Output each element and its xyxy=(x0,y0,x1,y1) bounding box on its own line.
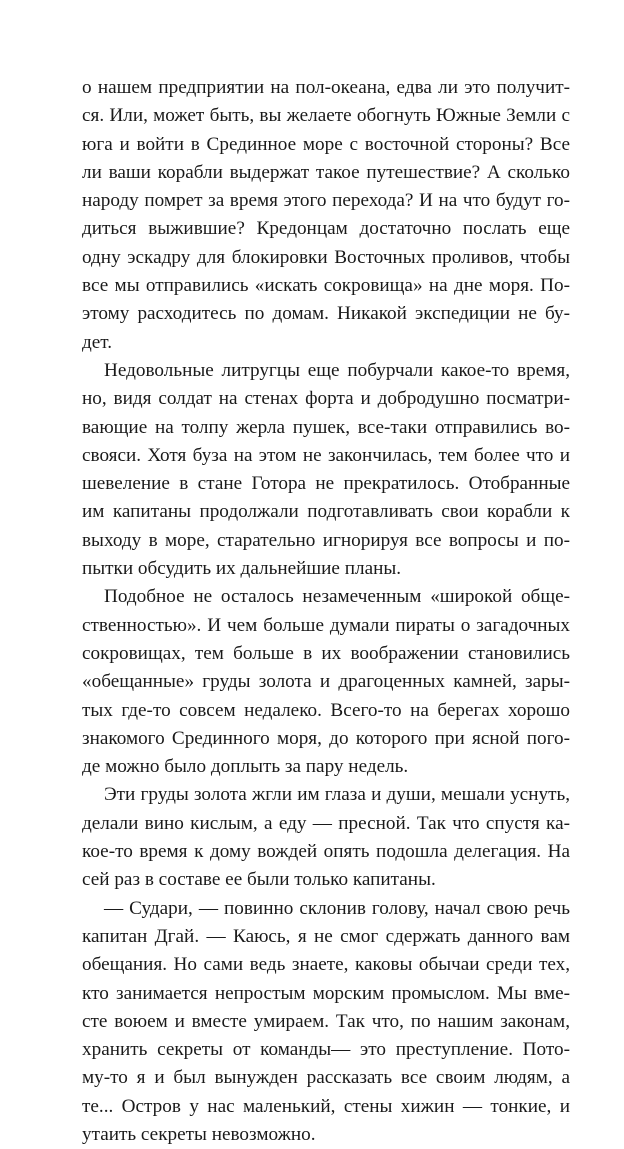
paragraph xyxy=(82,357,570,583)
text-line: Эти груды золота жгли им глаза и души, мешали уснуть, xyxy=(104,784,570,806)
text-line: делали вино кислым, а еду — пресной. Так что спустя ка- xyxy=(82,812,570,834)
text-line: кто занимается непростым морским промыслом. Мы вме- xyxy=(82,982,570,1004)
text-line: капитан Дгай. — Каюсь, я не смог сдержать данного вам xyxy=(82,925,570,947)
text-line: этому расходитесь по домам. Никакой экспедиции не бу- xyxy=(82,303,570,325)
text-line: сокровищах, тем больше в их воображении становились xyxy=(82,642,570,664)
paragraph xyxy=(82,74,570,357)
paragraph xyxy=(82,781,570,894)
text-line: де можно было доплыть за пару недель. xyxy=(82,756,409,778)
text-line: обещания. Но сами ведь знаете, каковы обычаи среди тех, xyxy=(82,954,570,976)
text-line: тых где-то совсем недалеко. Всего-то на берегах хорошо xyxy=(82,699,570,721)
text-line: ли ваши корабли выдержат такое путешествие? А сколько xyxy=(82,161,570,183)
text-line: кое-то время к дому вождей опять подошла делегация. На xyxy=(82,841,570,863)
text-line: сей раз в составе ее были только капитаны. xyxy=(82,869,436,891)
text-line: пытки обсудить их дальнейшие планы. xyxy=(82,558,402,580)
text-line: «обещанные» груды золота и драгоценных камней, зары- xyxy=(82,671,570,693)
text-line: утаить секреты невозможно. xyxy=(82,1123,316,1145)
text-line: те... Остров у нас маленький, стены хижин — тонкие, и xyxy=(82,1095,570,1117)
text-line: свояси. Хотя буза на этом не закончилась, тем более что и xyxy=(82,444,570,466)
text-line: ственностью». И чем больше думали пираты о загадочных xyxy=(82,614,570,636)
text-line: все мы отправились «искать сокровища» на дне моря. По- xyxy=(82,275,570,297)
paragraph xyxy=(82,583,570,781)
text-line: выходу в море, старательно игнорируя все вопросы и по- xyxy=(82,529,570,551)
text-line: Подобное не осталось незамеченным «широкой обще- xyxy=(104,586,570,608)
text-line: о нашем предприятии на пол-океана, едва ли это получит- xyxy=(82,77,570,98)
book-page xyxy=(82,74,570,1149)
text-line: знакомого Срединного моря, до которого при ясной пого- xyxy=(82,727,570,749)
text-line: хранить секреты от команды— это преступление. Пото- xyxy=(82,1039,570,1061)
text-line: но, видя солдат на стенах форта и добродушно посматри- xyxy=(82,388,570,410)
text-line: диться выжившие? Кредонцам достаточно послать еще xyxy=(82,218,570,240)
text-line: юга и войти в Срединное море с восточной стороны? Все xyxy=(82,133,570,155)
text-line: народу помрет за время этого перехода? И на что будут го- xyxy=(82,190,570,212)
text-line: вающие на толпу жерла пушек, все-таки отправились во- xyxy=(82,416,570,438)
text-line: одну эскадру для блокировки Восточных проливов, чтобы xyxy=(82,246,570,268)
text-line: Недовольные литругцы еще побурчали какое-то время, xyxy=(104,359,570,381)
text-line: му-то я и был вынужден рассказать все своим людям, а xyxy=(82,1067,570,1089)
text-line: дет. xyxy=(82,331,113,353)
text-line: ся. Или, может быть, вы желаете обогнуть Южные Земли с xyxy=(82,105,570,127)
text-line: сте воюем и вместе умираем. Так что, по нашим законам, xyxy=(82,1010,570,1032)
text-line: — Судари, — повинно склонив голову, начал свою речь xyxy=(104,897,570,919)
paragraph xyxy=(82,895,570,1149)
text-line: шевеление в стане Готора не прекратилось. Отобранные xyxy=(82,473,570,495)
text-line: им капитаны продолжали подготавливать свои корабли к xyxy=(82,501,570,523)
